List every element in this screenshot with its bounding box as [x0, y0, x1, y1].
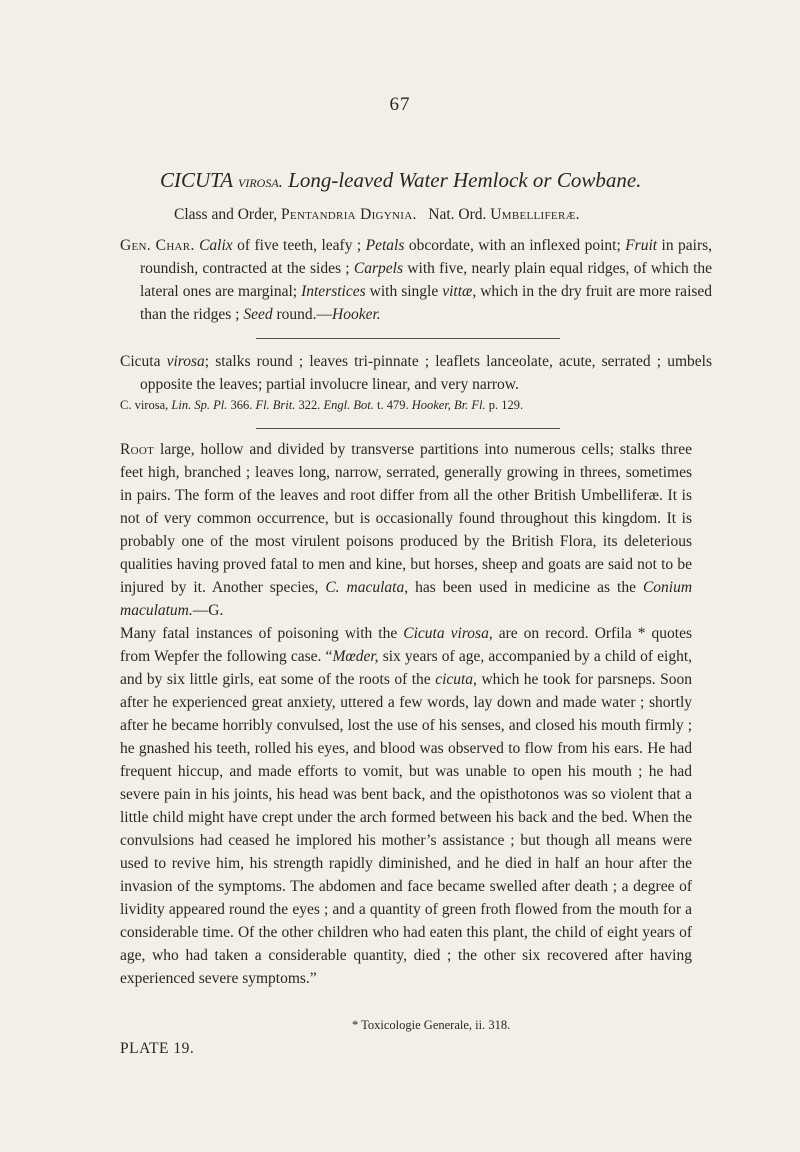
reference-1-source: Lin. Sp. Pl.: [171, 398, 228, 412]
reference-1-page: 366.: [230, 398, 253, 412]
calix-label: Calix: [199, 237, 233, 254]
moeder-name: Mœder,: [332, 648, 379, 665]
root-text-b: has been used in medicine as the: [415, 579, 636, 596]
species-name: virosa.: [238, 172, 283, 191]
poisoning-text-a: Many fatal instances of poisoning with the: [120, 625, 398, 642]
interstices-text-2: which in the dry fruit are more raised than the ridges ;: [140, 283, 713, 323]
divider-rule-1: [256, 338, 560, 339]
poisoning-text-b: are on record. Orfila * quotes from Wepfer the following case. “: [120, 625, 692, 665]
poisoning-text-d: which he took for parsneps. Soon after he experienced great anxiety, uttered a few words, lay down and made water ; shortly after he became horribly convulsed, lost the use of his senses, and closed his mouth firmly ; he gnashed his teeth, rolled his eyes, and blood was observed to flow from his ears. He had frequent hiccup, and made efforts to vomit, but was unable to open his mouth ; he had severe pain in his joints, his head was bent back, and the opisthotonos was so violent that a little child might have crept under the arch formed between his back and the bed. When the convulsions had ceased he implored his mother’s assistance ; but though all means were used to revive him, his strength rapidly diminished, and he died in half an hour after the invasion of the symptoms. The abdomen and face became swelled after death ; a degree of lividity appeared round the eyes ; and a quantity of green froth flowed from the mouth for a considerable time. Of the other children who had eaten this plant, the child of eight years of age, who had taken a considerable quantity, died ; the other six recovered after having experienced severe symptoms.”: [120, 671, 693, 987]
fruit-label: Fruit: [625, 237, 658, 254]
authority: Hooker.: [332, 306, 381, 323]
carpels-label: Carpels: [353, 260, 404, 277]
calix-text: of five teeth, leafy ;: [237, 237, 362, 254]
reference-4-page: p. 129.: [488, 398, 524, 412]
reference-2-page: 322.: [298, 398, 321, 412]
class-order-label: Class and Order,: [174, 206, 278, 223]
reference-2-source: Fl. Brit.: [255, 398, 296, 412]
petals-label: Petals: [365, 237, 405, 254]
poisoning-text-c: six years of age, accompanied by a child of eight, and by six little girls, eat some of the roots of the: [120, 648, 693, 688]
cicuta-virosa-term: Cicuta virosa,: [403, 625, 493, 642]
genus-name: CICUTA: [160, 168, 233, 192]
root-text-c: —G.: [192, 602, 224, 619]
page-number: 67: [389, 94, 411, 115]
references-line: [120, 398, 523, 413]
common-name: Long-leaved Water Hemlock or Cowbane.: [288, 168, 642, 192]
species-character-text: ; stalks round ; leaves tri-pinnate ; leaflets lanceolate, acute, serrated ; umbels opposite the leaves; partial involucre linear, and very narrow.: [140, 353, 712, 393]
plate-label: PLATE 19.: [120, 1040, 195, 1057]
species-character: [120, 350, 712, 396]
species-maculata: C. maculata,: [325, 579, 409, 596]
paragraph-poisoning: [120, 622, 692, 990]
root-text-a: large, hollow and divided by transverse partitions into numerous cells; stalks three feet high, branched ; leaves long, narrow, serrated, generally growing in threes, sometimes in pairs. The form of the leaves and root differ from all the other British Umbelliferæ. It is not of very common occurrence, but is occasionally found throughout this kingdom. It is probably one of the most virulent poisons produced by the British Flora, its deleterious qualities having proved fatal to men and kine, but horses, sheep and goats are said not to be injured by it. Another species,: [120, 441, 693, 596]
fruit-text: in pairs, roundish, contracted at the sides ;: [140, 237, 713, 277]
footnote: * Toxicologie Generale, ii. 318.: [352, 1018, 511, 1032]
reference-3-source: Engl. Bot.: [323, 398, 374, 412]
seed-text: round.—: [276, 306, 332, 323]
reference-3-page: t. 479.: [376, 398, 409, 412]
generic-character-label: Gen. Char.: [120, 237, 195, 254]
interstices-text: with single: [369, 283, 439, 300]
root-lead: Root: [120, 441, 155, 458]
vittae-term: vittæ,: [442, 283, 477, 300]
class-and-order-line: [174, 206, 580, 224]
class-order-value: Pentandria Digynia.: [281, 206, 417, 223]
interstices-label: Interstices: [301, 283, 366, 300]
body-text: [120, 438, 692, 990]
generic-character: [120, 234, 712, 326]
petals-text: obcordate, with an inflexed point;: [408, 237, 621, 254]
divider-rule-2: [256, 428, 560, 429]
paragraph-root: [120, 438, 692, 622]
reference-4-source: Hooker, Br. Fl.: [411, 398, 486, 412]
conium-maculatum: Conium maculatum.: [120, 579, 693, 619]
natural-order-value: Umbelliferæ.: [490, 206, 580, 223]
natural-order-label: Nat. Ord.: [428, 206, 487, 223]
species-character-name: Cicuta: [120, 353, 161, 370]
species-character-epithet: virosa: [166, 353, 205, 370]
carpels-text: with five, nearly plain equal ridges, of which the lateral ones are marginal;: [140, 260, 713, 300]
reference-name: C. virosa,: [120, 398, 169, 412]
cicuta-term: cicuta,: [435, 671, 477, 688]
seed-label: Seed: [243, 306, 273, 323]
page-title: [160, 168, 760, 193]
